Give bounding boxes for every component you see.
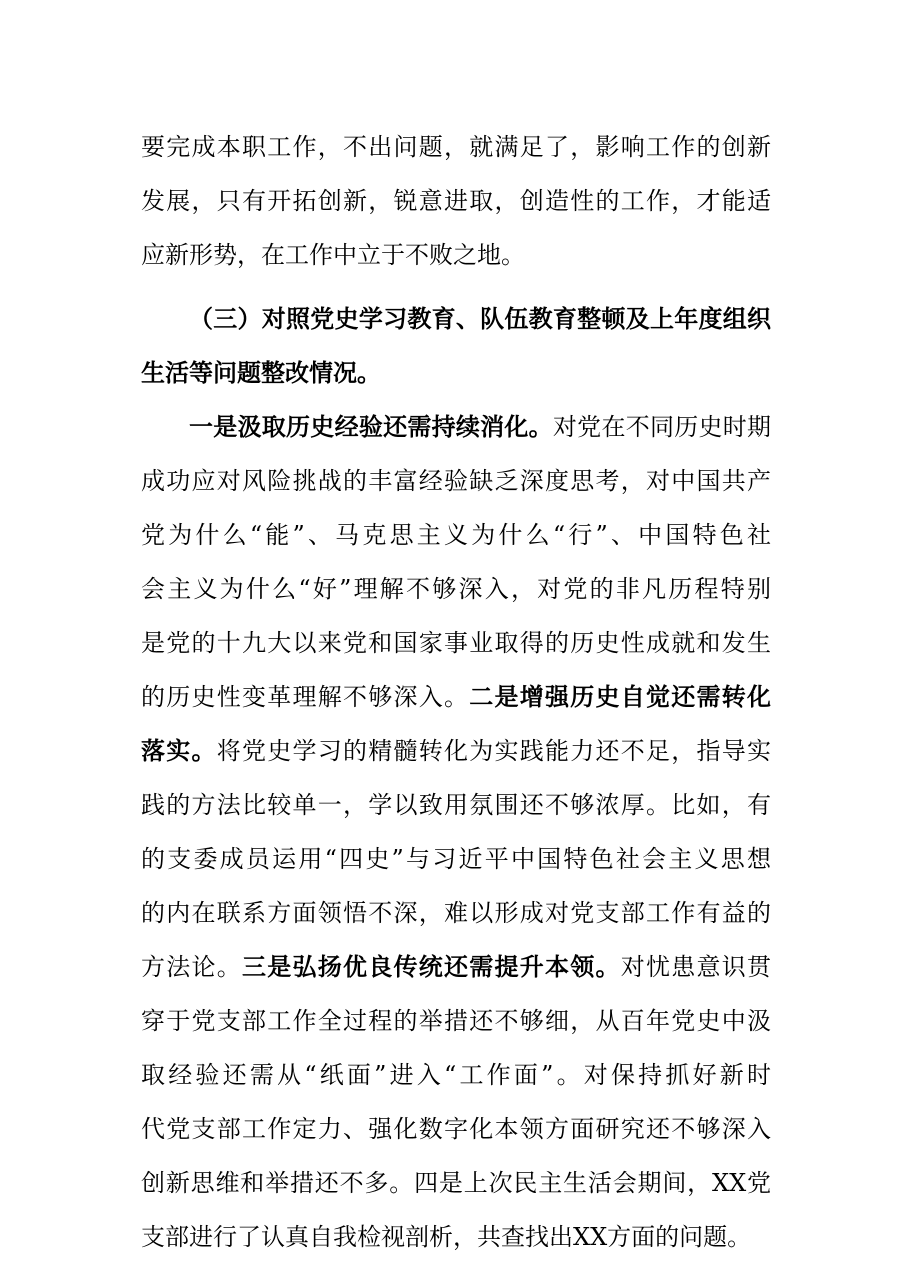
text-line: [141, 1048, 771, 1102]
text-segment: 践的方法比较单一，学以致用氛围还不够浓厚。比如，有: [141, 791, 771, 819]
text-segment: 对忧患意识贯: [620, 953, 771, 981]
text-segment: 是党的十九大以来党和国家事业取得的历史性成就和发生: [141, 629, 771, 657]
text-line: [141, 670, 771, 724]
text-line: [141, 1156, 771, 1210]
text-segment: 发展，只有开拓创新，锐意进取，创造性的工作，才能适: [141, 187, 771, 215]
text-segment: 穿于党支部工作全过程的举措还不够细，从百年党史中汲: [141, 1007, 771, 1035]
text-segment: 的内在联系方面领悟不深，难以形成对党支部工作有益的: [141, 899, 771, 927]
text-line: [141, 832, 771, 886]
text-line: [141, 940, 771, 994]
text-segment: 成功应对风险挑战的丰富经验缺乏深度思考，对中国共产: [141, 467, 771, 495]
text-line: [141, 724, 771, 778]
text-segment: 将党史学习的精髓转化为实践能力还不足，指导实: [216, 737, 771, 765]
text-line: [141, 886, 771, 940]
text-line: [141, 174, 771, 228]
text-segment: 会主义为什么“好”理解不够深入，对党的非凡历程特别: [141, 575, 771, 603]
text-line: [141, 228, 771, 282]
bold-lead: 一是汲取历史经验还需持续消化。: [189, 412, 553, 441]
text-segment: 的支委成员运用“四史”与习近平中国特色社会主义思想: [141, 845, 771, 873]
text-segment: 的历史性变革理解不够深入。: [141, 683, 470, 711]
text-segment: 要完成本职工作，不出问题，就满足了，影响工作的创新: [141, 133, 771, 161]
bold-lead: 二是增强历史自觉还需转化: [469, 682, 771, 711]
document-page: [141, 120, 771, 1264]
text-segment: 对党在不同历史时期: [552, 413, 772, 441]
text-line: [141, 1102, 771, 1156]
text-line: [141, 120, 771, 174]
text-segment: 支部进行了认真自我检视剖析，共查找出XX方面的问题。: [141, 1223, 752, 1251]
text-line: [141, 562, 771, 616]
bold-lead: 落实。: [141, 736, 217, 765]
heading-text: （三）对照党史学习教育、队伍教育整顿及上年度组织: [189, 304, 771, 333]
heading-text: 生活等问题整改情况。: [141, 358, 381, 387]
text-line: [141, 616, 771, 670]
text-line: [141, 454, 771, 508]
text-line: [141, 1210, 771, 1264]
text-segment: 取经验还需从“纸面”进入“工作面”。对保持抓好新时: [141, 1061, 771, 1089]
section-heading: [141, 346, 771, 400]
section-heading: [141, 292, 771, 346]
text-segment: 创新思维和举措还不多。四是上次民主生活会期间，XX党: [141, 1169, 771, 1197]
text-segment: 代党支部工作定力、强化数字化本领方面研究还不够深入: [141, 1115, 771, 1143]
bold-lead: 三是弘扬优良传统还需提升本领。: [242, 952, 621, 981]
text-segment: 党为什么“能”、马克思主义为什么“行”、中国特色社: [141, 521, 771, 549]
text-line: [141, 400, 771, 454]
text-segment: 应新形势，在工作中立于不败之地。: [141, 241, 525, 269]
text-segment: 方法论。: [141, 953, 242, 981]
text-line: [141, 778, 771, 832]
text-line: [141, 994, 771, 1048]
text-line: [141, 508, 771, 562]
